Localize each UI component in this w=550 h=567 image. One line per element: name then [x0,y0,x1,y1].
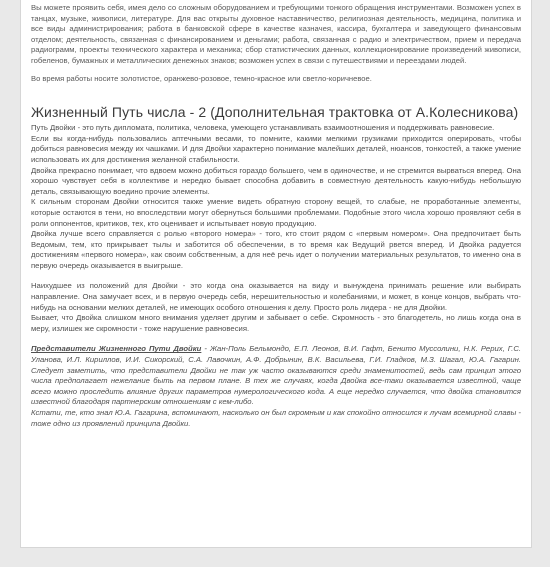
spacer [31,271,521,281]
article-page [20,0,532,548]
colors-paragraph: Во время работы носите золотистое, оранжево-розовое, темно-красное или светло-коричневое. [31,73,372,83]
gagarin-note: Кстати, те, кто знал Ю.А. Гагарина, вспоминают, насколько он был скромным и как спокойно относился к лучам всемирной славы - тоже одно из проявлений принципа Двойки. [31,408,521,428]
body-paragraph-3: Двойка прекрасно понимает, что вдвоем можно добиться гораздо большего, чем в одиночестве, и не стремится вырваться вперед. Она хорошо чувствует себя в коллективе и нередко бывает способна добавить в совместную деятельность какую-нибудь небольшую деталь, связывающую воедино прочие элементы. [31,165,521,196]
section-body [31,123,521,429]
body-paragraph-5: Двойка лучше всего справляется с ролью «второго номера» - того, кто стоит рядом с «первым номером». Она предпочитает быть Ведомым, тем, кто прикрывает тылы и заботится об обеспечении, в то время как Ведущий рвется вперед. И Двойка радуется достижениям «первого номера», как своим собственным, а для неё речь идет о получении материальных результатов, то именно она в первую очередь оказывается в выигрыше. [31,229,521,270]
representatives-heading: Представители Жизненного Пути Двойки [31,344,202,354]
intro-paragraph: Вы можете проявить себя, имея дело со сложным оборудованием и требующими тонкого обращения инструментами. Возможен успех в танцах, музыке, живописи, литературе. Для вас открыты духовное наставничество, религиозная деятельность, медицина, политика и все виды администрирования; работа в банковской сфере в качестве казначея, кассира, бухгалтера и заведующего финансовым отделом; деятельность, связанная с финансированием и деньгами; работа, связанная с радио и электричеством, прием и передача радиограмм, проекты технического характера и механика; сбор статистических данных, коллекционирование произведений живописи, гобеленов, бумажных и металлических денежных знаков; возможен успех в связи с путешествиями и переездами людей. [31,3,521,65]
representatives-text: - Жан-Поль Бельмондо, Е.П. Леонов, В.И. Гафт, Бенито Муссолини, Н.К. Рерих, Г.С. Уланова, И.Л. Кириллов, И.И. Сикорский, С.А. Лавочкин, А.Ф. Добрынин, В.К. Васильева, Г.И. Гладков, М.З. Шагал, Ю.А. Гагарин. Следует заметить, что представители Двойки не так уж часто оказываются среди знаменитостей, ведь сам принцип этого числа предполагает нежелание быть на первом плане. В тех же случаях, когда Двойка все-таки оказывается известной, чаще всего можно проследить влияние других параметров нумерологического кода. А еще нередко случается, что двойка становится известной благодаря партнерским отношениям с кем-либо. [31,344,522,407]
representatives-paragraph [31,344,521,408]
section-title: Жизненный Путь числа - 2 (Дополнительная трактовка от А.Колесникова) [31,104,519,121]
body-paragraph-2: Если вы когда-нибудь пользовались аптечными весами, то помните, какими мелкими грузиками приходится оперировать, чтобы добиться равновесия между их чашками. И для Двойки характерно понимание малейших деталей, нюансов, тонкостей, а также умение использовать их для достижения желанной стабильности. [31,133,521,164]
page-bottom-edge [20,548,532,567]
spacer [31,334,521,344]
body-paragraph-4: К сильным сторонам Двойки относится также умение видеть обратную сторону вещей, то слабые, не проработанные элементы, которые остаются в тени, но впоследствии могут обернуться большими проблемами. Подобные этого числа хорошо проявляют себя в роли оппонентов, критиков, тех, кто оценивает и испытывает новую продукцию. [31,197,521,228]
intro-block [31,3,521,84]
body-paragraph-7: Бывает, что Двойка слишком много внимания уделяет другим и забывает о себе. Скромность - это благодетель, но лишь когда она в меру, излишек же скромности - тоже нарушение равновесия. [31,313,521,333]
body-paragraph-1: Путь Двойки - это путь дипломата, политика, человека, умеющего устанавливать взаимоотношения и поддерживать равновесие. [31,123,495,133]
body-paragraph-6: Наихудшее из положений для Двойки - это когда она оказывается на виду и вынуждена принимать решение или выбирать направление. Она замучает всех, и в первую очередь себя, нерешительностью и колебаниями, и может, в конце концов, выбрать что-нибудь на основании мелких деталей, не имеющих особого отношения к делу. Просто роль лидера - не для Двойки. [31,281,521,312]
